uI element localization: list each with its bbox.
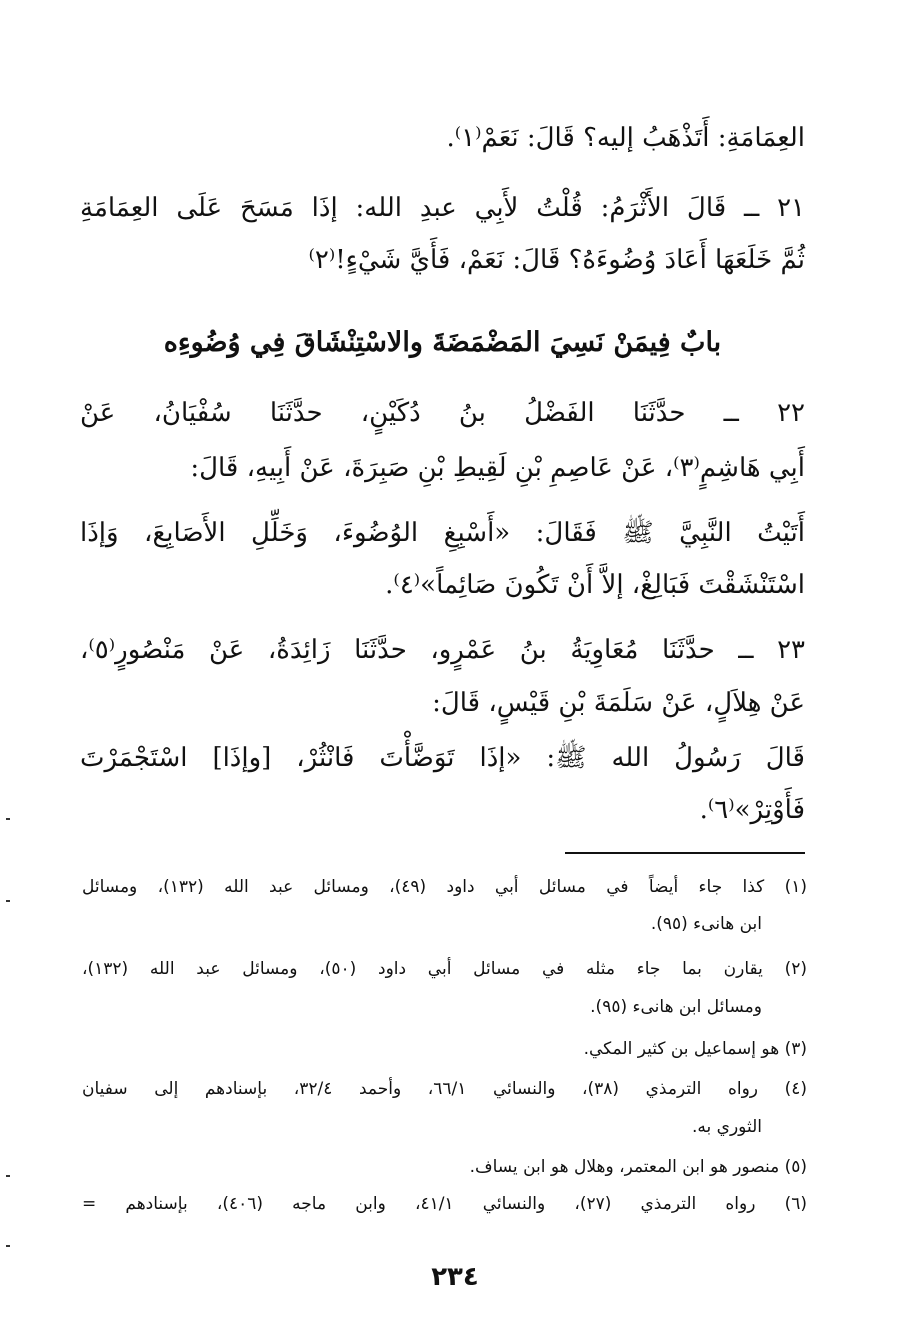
page-number: ٢٣٤: [431, 1262, 479, 1292]
text-line-12: فَأَوْتِرْ»⁽٦⁾.: [699, 795, 805, 825]
scan-mark: [6, 818, 10, 820]
text-line-8: اسْتَنْشَقْتَ فَبَالِغْ، إلاَّ أَنْ تَكُونَ صَائِماً»⁽٤⁾.: [385, 570, 805, 600]
text-line-11: قَالَ رَسُولُ الله ﷺ: «إذَا تَوَضَّأْتَ فَانْثُرْ، [وإذَا] اسْتَجْمَرْتَ: [80, 743, 805, 773]
footnote-4-line-2: الثوري به.: [692, 1117, 762, 1137]
footnote-3: (٣) هو إسماعيل بن كثير المكي.: [583, 1039, 807, 1059]
footnote-separator: [565, 852, 805, 854]
text-line-6: أَبِي هَاشِمٍ⁽٣⁾، عَنْ عَاصِمِ بْنِ لَقِيطِ بْنِ صَبِرَةَ، عَنْ أَبِيهِ، قَالَ:: [190, 453, 805, 483]
text-line-3: ثُمَّ خَلَعَهَا أَعَادَ وُضُوءَهُ؟ قَالَ: نَعَمْ، فَأَيَّ شَيْءٍ!⁽٢⁾: [308, 245, 805, 275]
text-line-10: عَنْ هِلاَلٍ، عَنْ سَلَمَةَ بْنِ قَيْسٍ، قَالَ:: [432, 688, 805, 718]
text-line-9: ٢٣ ــ حدَّثَنَا مُعَاوِيَةُ بنُ عَمْرٍو، حدَّثَنَا زَائِدَةُ، عَنْ مَنْصُورٍ⁽٥⁾،: [80, 635, 805, 665]
chapter-heading: بابٌ فِيمَنْ نَسِيَ المَضْمَضَةَ والاسْتِنْشَاقَ فِي وُضُوءِه: [163, 327, 722, 358]
footnote-1-line-2: ابن هانىء (٩٥).: [650, 914, 762, 934]
footnote-2-line-2: ومسائل ابن هانىء (٩٥).: [590, 997, 762, 1017]
footnote-1-line-1: (١) كذا جاء أيضاً في مسائل أبي داود (٤٩)، ومسائل عبد الله (١٣٢)، ومسائل: [82, 877, 808, 897]
text-line-2: ٢١ ــ قَالَ الأَثْرَمُ: قُلْتُ لأَبِي عبدِ الله: إذَا مَسَحَ عَلَى العِمَامَةِ: [80, 193, 805, 223]
text-line-1: العِمَامَةِ: أَتَذْهَبُ إليه؟ قَالَ: نَعَمْ⁽١⁾.: [446, 123, 805, 153]
footnote-6-line-1: (٦) رواه الترمذي (٢٧)، والنسائي ٤١/١، وابن ماجه (٤٠٦)، بإسنادهم =: [82, 1194, 807, 1214]
scan-mark: [6, 1175, 10, 1177]
footnote-4-line-1: (٤) رواه الترمذي (٣٨)، والنسائي ٦٦/١، وأحمد ٣٢/٤، بإسنادهم إلى سفيان: [82, 1079, 807, 1099]
scan-mark: [6, 900, 10, 902]
text-line-7: أَتَيْتُ النَّبِيَّ ﷺ فَقَالَ: «أَسْبِغِ الوُضُوءَ، وَخَلِّلِ الأَصَابِعَ، وَإذَا: [80, 518, 805, 548]
scan-mark: [6, 1245, 10, 1247]
footnote-5: (٥) منصور هو ابن المعتمر، وهلال هو ابن يساف.: [469, 1157, 807, 1177]
text-line-5: ٢٢ ــ حدَّثَنَا الفَضْلُ بنُ دُكَيْنٍ، حدَّثَنَا سُفْيَانُ، عَنْ: [80, 398, 805, 428]
footnote-2-line-1: (٢) يقارن بما جاء مثله في مسائل أبي داود (٥٠)، ومسائل عبد الله (١٣٢)،: [82, 959, 807, 979]
